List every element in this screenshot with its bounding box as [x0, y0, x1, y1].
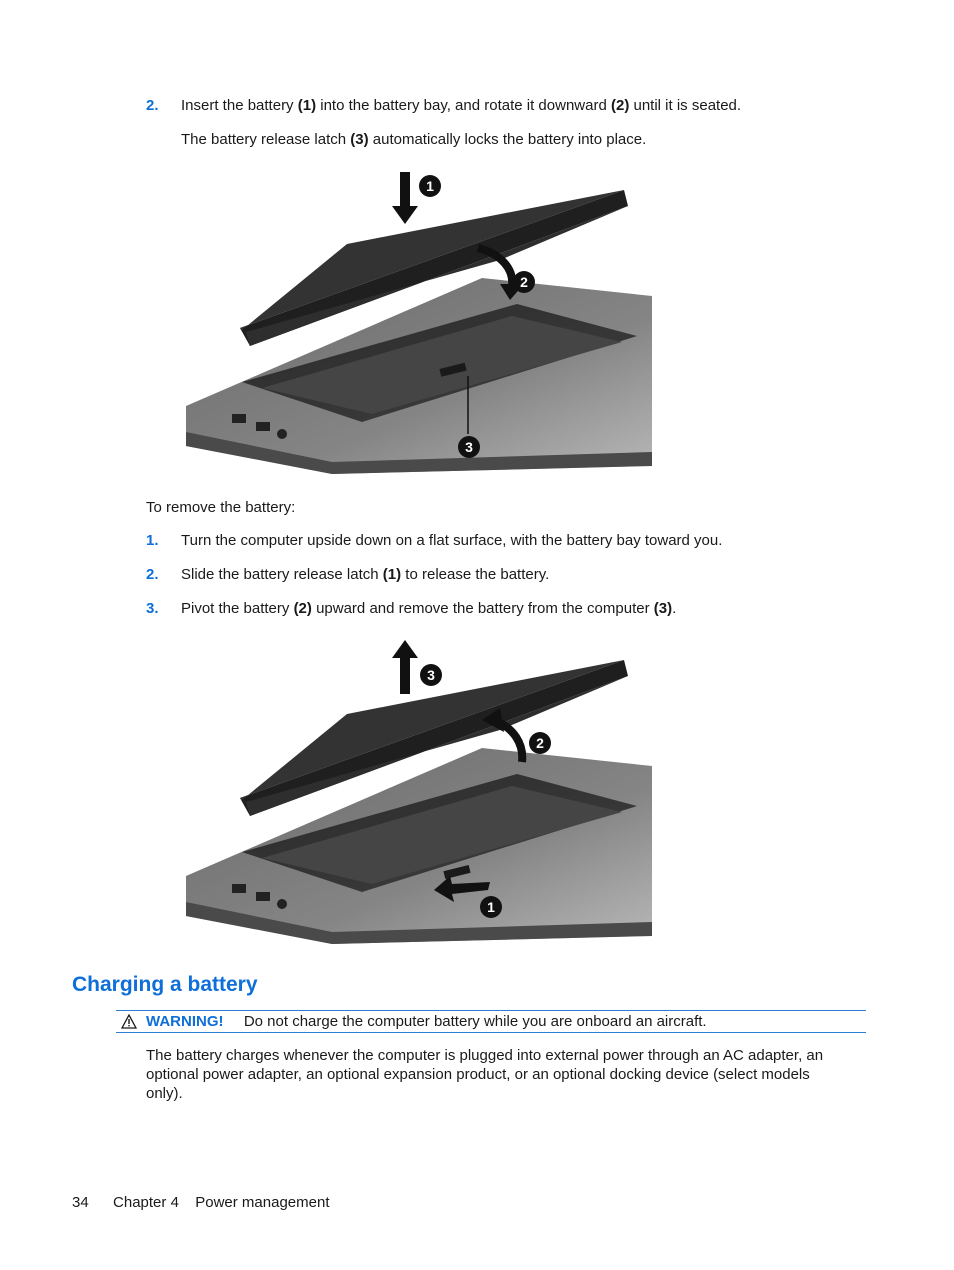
usb-port [256, 422, 270, 431]
text-run: into the battery bay, and rotate it downward [316, 97, 611, 114]
callout-2-icon [529, 732, 551, 754]
section-heading: Charging a battery [72, 973, 258, 996]
page-number: 34 [72, 1194, 89, 1211]
step-number: 3. [146, 600, 159, 617]
text-run: upward and remove the battery from the computer [311, 600, 654, 617]
warning-text: Do not charge the computer battery while you are onboard an aircraft. [243, 1013, 707, 1030]
step-note [181, 130, 646, 149]
audio-jack [277, 429, 287, 439]
chapter-label: Chapter 4 [113, 1194, 179, 1211]
usb-port [256, 892, 270, 901]
text-run: . [672, 600, 677, 617]
svg-text:2: 2 [520, 274, 528, 290]
text-run: The battery release latch [181, 131, 351, 148]
text-run: Pivot the battery [181, 600, 294, 617]
step-text [181, 96, 741, 115]
callout-ref: (2) [610, 97, 630, 114]
warning-label: WARNING! [146, 1013, 224, 1030]
paragraph-line: optional power adapter, an optional expansion product, or an optional docking device (select models [146, 1066, 810, 1083]
callout-ref: (3) [350, 131, 369, 148]
svg-text:3: 3 [465, 439, 473, 455]
paragraph-line: The battery charges whenever the computer is plugged into external power through an AC adapter, an [146, 1047, 824, 1064]
text-run: until it is seated. [629, 97, 742, 114]
body-paragraph [146, 1046, 823, 1103]
warning-line [146, 1012, 707, 1031]
page-footer [72, 1193, 330, 1212]
callout-ref: (3) [653, 600, 673, 617]
usb-port [232, 884, 246, 893]
text-run: automatically locks the battery into place. [368, 131, 647, 148]
callout-ref: (1) [382, 566, 402, 583]
callout-1-icon [419, 175, 441, 197]
usb-port [232, 414, 246, 423]
text-run: Turn the computer upside down on a flat surface, with the battery bay toward you. [181, 532, 723, 549]
step-number: 2. [146, 566, 159, 583]
callout-1-icon [480, 896, 502, 918]
battery-remove-illustration [182, 636, 662, 944]
audio-jack [277, 899, 287, 909]
arrow-up-icon [392, 640, 418, 694]
callout-ref: (1) [297, 97, 317, 114]
callout-2-icon [513, 271, 535, 293]
text-run: Insert the battery [181, 97, 298, 114]
step-text [181, 599, 676, 618]
step-text [181, 531, 722, 550]
text-run: Slide the battery release latch [181, 566, 383, 583]
svg-text:1: 1 [426, 178, 434, 194]
svg-text:3: 3 [427, 667, 435, 683]
svg-text:1: 1 [487, 899, 495, 915]
arrow-down-icon [392, 172, 418, 224]
chapter-title: Power management [195, 1194, 330, 1211]
svg-text:2: 2 [536, 735, 544, 751]
callout-3-icon [420, 664, 442, 686]
text-run: to release the battery. [401, 566, 550, 583]
step-number: 2. [146, 97, 159, 114]
warning-triangle-icon [121, 1014, 137, 1029]
callout-3-icon [458, 436, 480, 458]
battery-insert-illustration [182, 166, 662, 474]
step-text [181, 565, 549, 584]
callout-ref: (2) [293, 600, 312, 617]
paragraph-line: only). [146, 1085, 183, 1102]
remove-intro: To remove the battery: [146, 499, 296, 516]
step-number: 1. [146, 532, 159, 549]
